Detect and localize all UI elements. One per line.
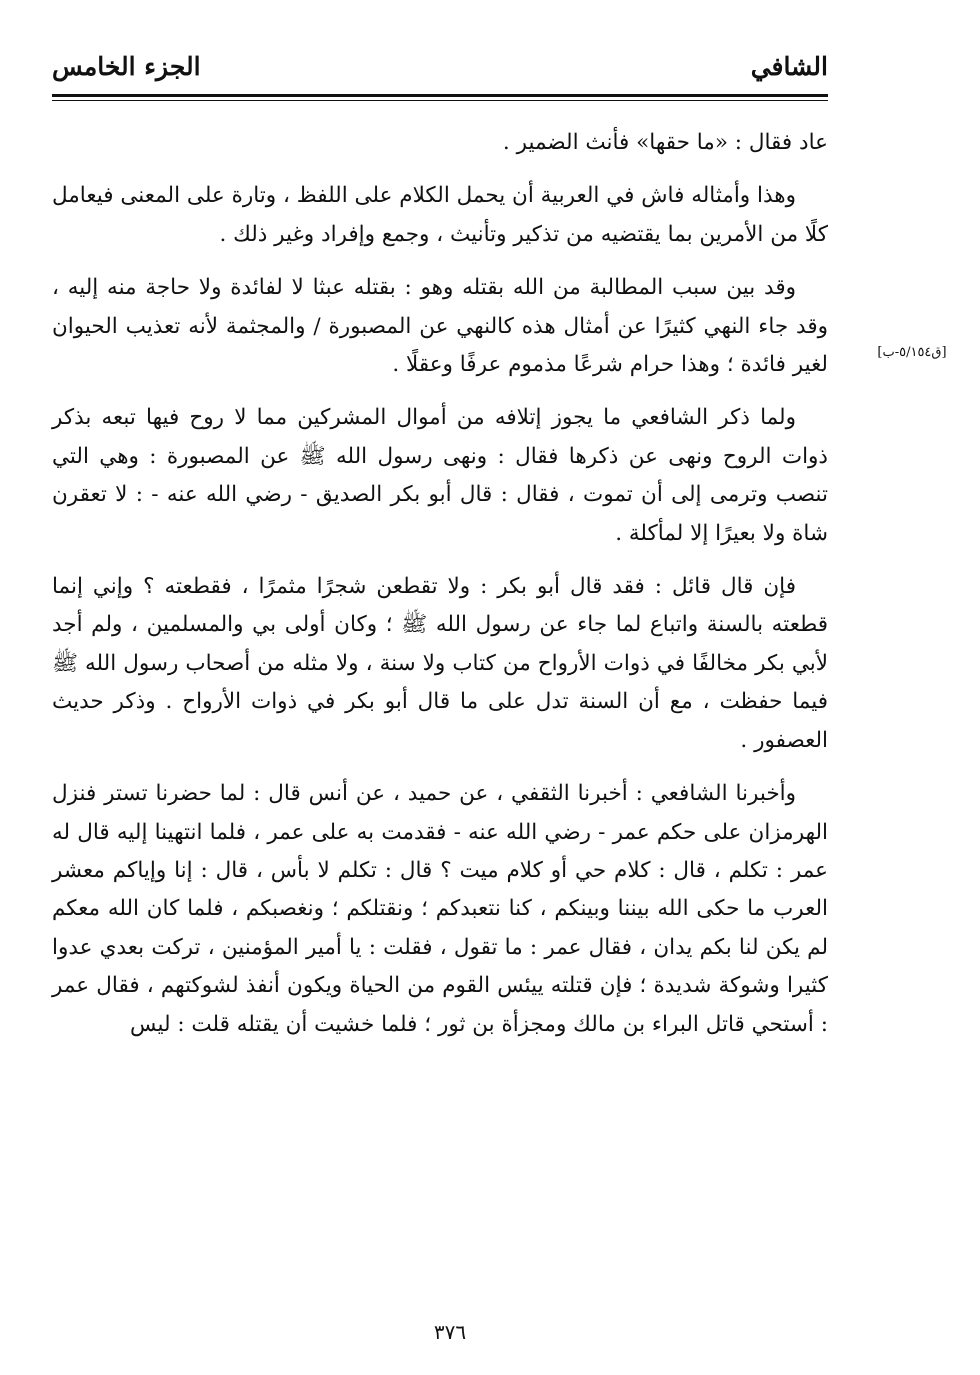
paragraph-4: ولما ذكر الشافعي ما يجوز إتلافه من أموال المشركين مما لا روح فيها تبعه بذكر ذوات الروح ونهى عن ذكرها فقال : ونهى رسول الله ﷺ عن المصبورة : وهي التي تنصب وترمى إلى أن تموت ، فقال : قال أبو بكر الصديق - رضي الله عنه - : لا تعقرن شاة ولا بعيرًا إلا لمأكلة .: [52, 405, 828, 546]
header-rule-thick: [52, 94, 828, 97]
running-header: [52, 52, 828, 92]
body-text: [52, 124, 828, 1059]
paragraph-1: عاد فقال : «ما حقها» فأنث الضمير .: [502, 130, 828, 155]
manuscript-margin-note: [ق٥/١٥٤-ب]: [877, 345, 947, 360]
book-title: الشافي: [750, 52, 828, 81]
paragraph-2: وهذا وأمثاله فاش في العربية أن يحمل الكلام على اللفظ ، وتارة على المعنى فيعامل كلًا من الأمرين بما يقتضيه من تذكير وتأنيث ، وجمع وإفراد وغير ذلك .: [52, 183, 828, 247]
header-rule-thin: [52, 100, 828, 101]
volume-label: الجزء الخامس: [52, 52, 201, 81]
paragraph-3: وقد بين سبب المطالبة من الله بقتله وهو : بقتله عبثا لا لفائدة ولا حاجة منه إليه ، وقد جاء النهي كثيرًا عن أمثال هذه كالنهي عن المصبورة / والمجثمة لأنه تعذيب الحيوان لغير فائدة ؛ وهذا حرام شرعًا مذموم عرفًا وعقلًا .: [52, 275, 828, 378]
page-number: ٣٧٦: [433, 1320, 467, 1344]
paragraph-6: وأخبرنا الشافعي : أخبرنا الثقفي ، عن حميد ، عن أنس قال : لما حضرنا تستر فنزل الهرمزان على حكم عمر - رضي الله عنه - فقدمت به على عمر ، فلما انتهينا إليه قال له عمر : تكلم ، قال : كلام حي أو كلام ميت ؟ قال : تكلم لا بأس ، قال : إنا وإياكم معشر العرب ما حكى الله بيننا وبينكم ، كنا نتعبدكم ؛ ونقتلكم ؛ ونغصبكم ، فلما كان الله معكم لم يكن لنا بكم يدان ، فقال عمر : ما تقول ، فقلت : يا أمير المؤمنين ، تركت بعدي عدوا كثيرا وشوكة شديدة ؛ فإن قتلته ييئس القوم من الحياة ويكون أنفذ لشوكتهم ، فقال عمر : أستحي قاتل البراء بن مالك ومجزأة بن ثور ؛ فلما خشيت أن يقتله قلت : ليس: [52, 781, 828, 1037]
paragraph-5: فإن قال قائل : فقد قال أبو بكر : ولا تقطعن شجرًا مثمرًا ، فقطعته ؟ وإني إنما قطعته بالسنة واتباع لما جاء عن رسول الله ﷺ ؛ وكان أولى بي والمسلمين ، ولم أجد لأبي بكر مخالفًا في ذوات الأرواح من كتاب ولا سنة ، ولا مثله من أصحاب رسول الله ﷺ فيما حفظت ، مع أن السنة تدل على ما قال أبو بكر في ذوات الأرواح . وذكر حديث العصفور .: [52, 574, 828, 753]
